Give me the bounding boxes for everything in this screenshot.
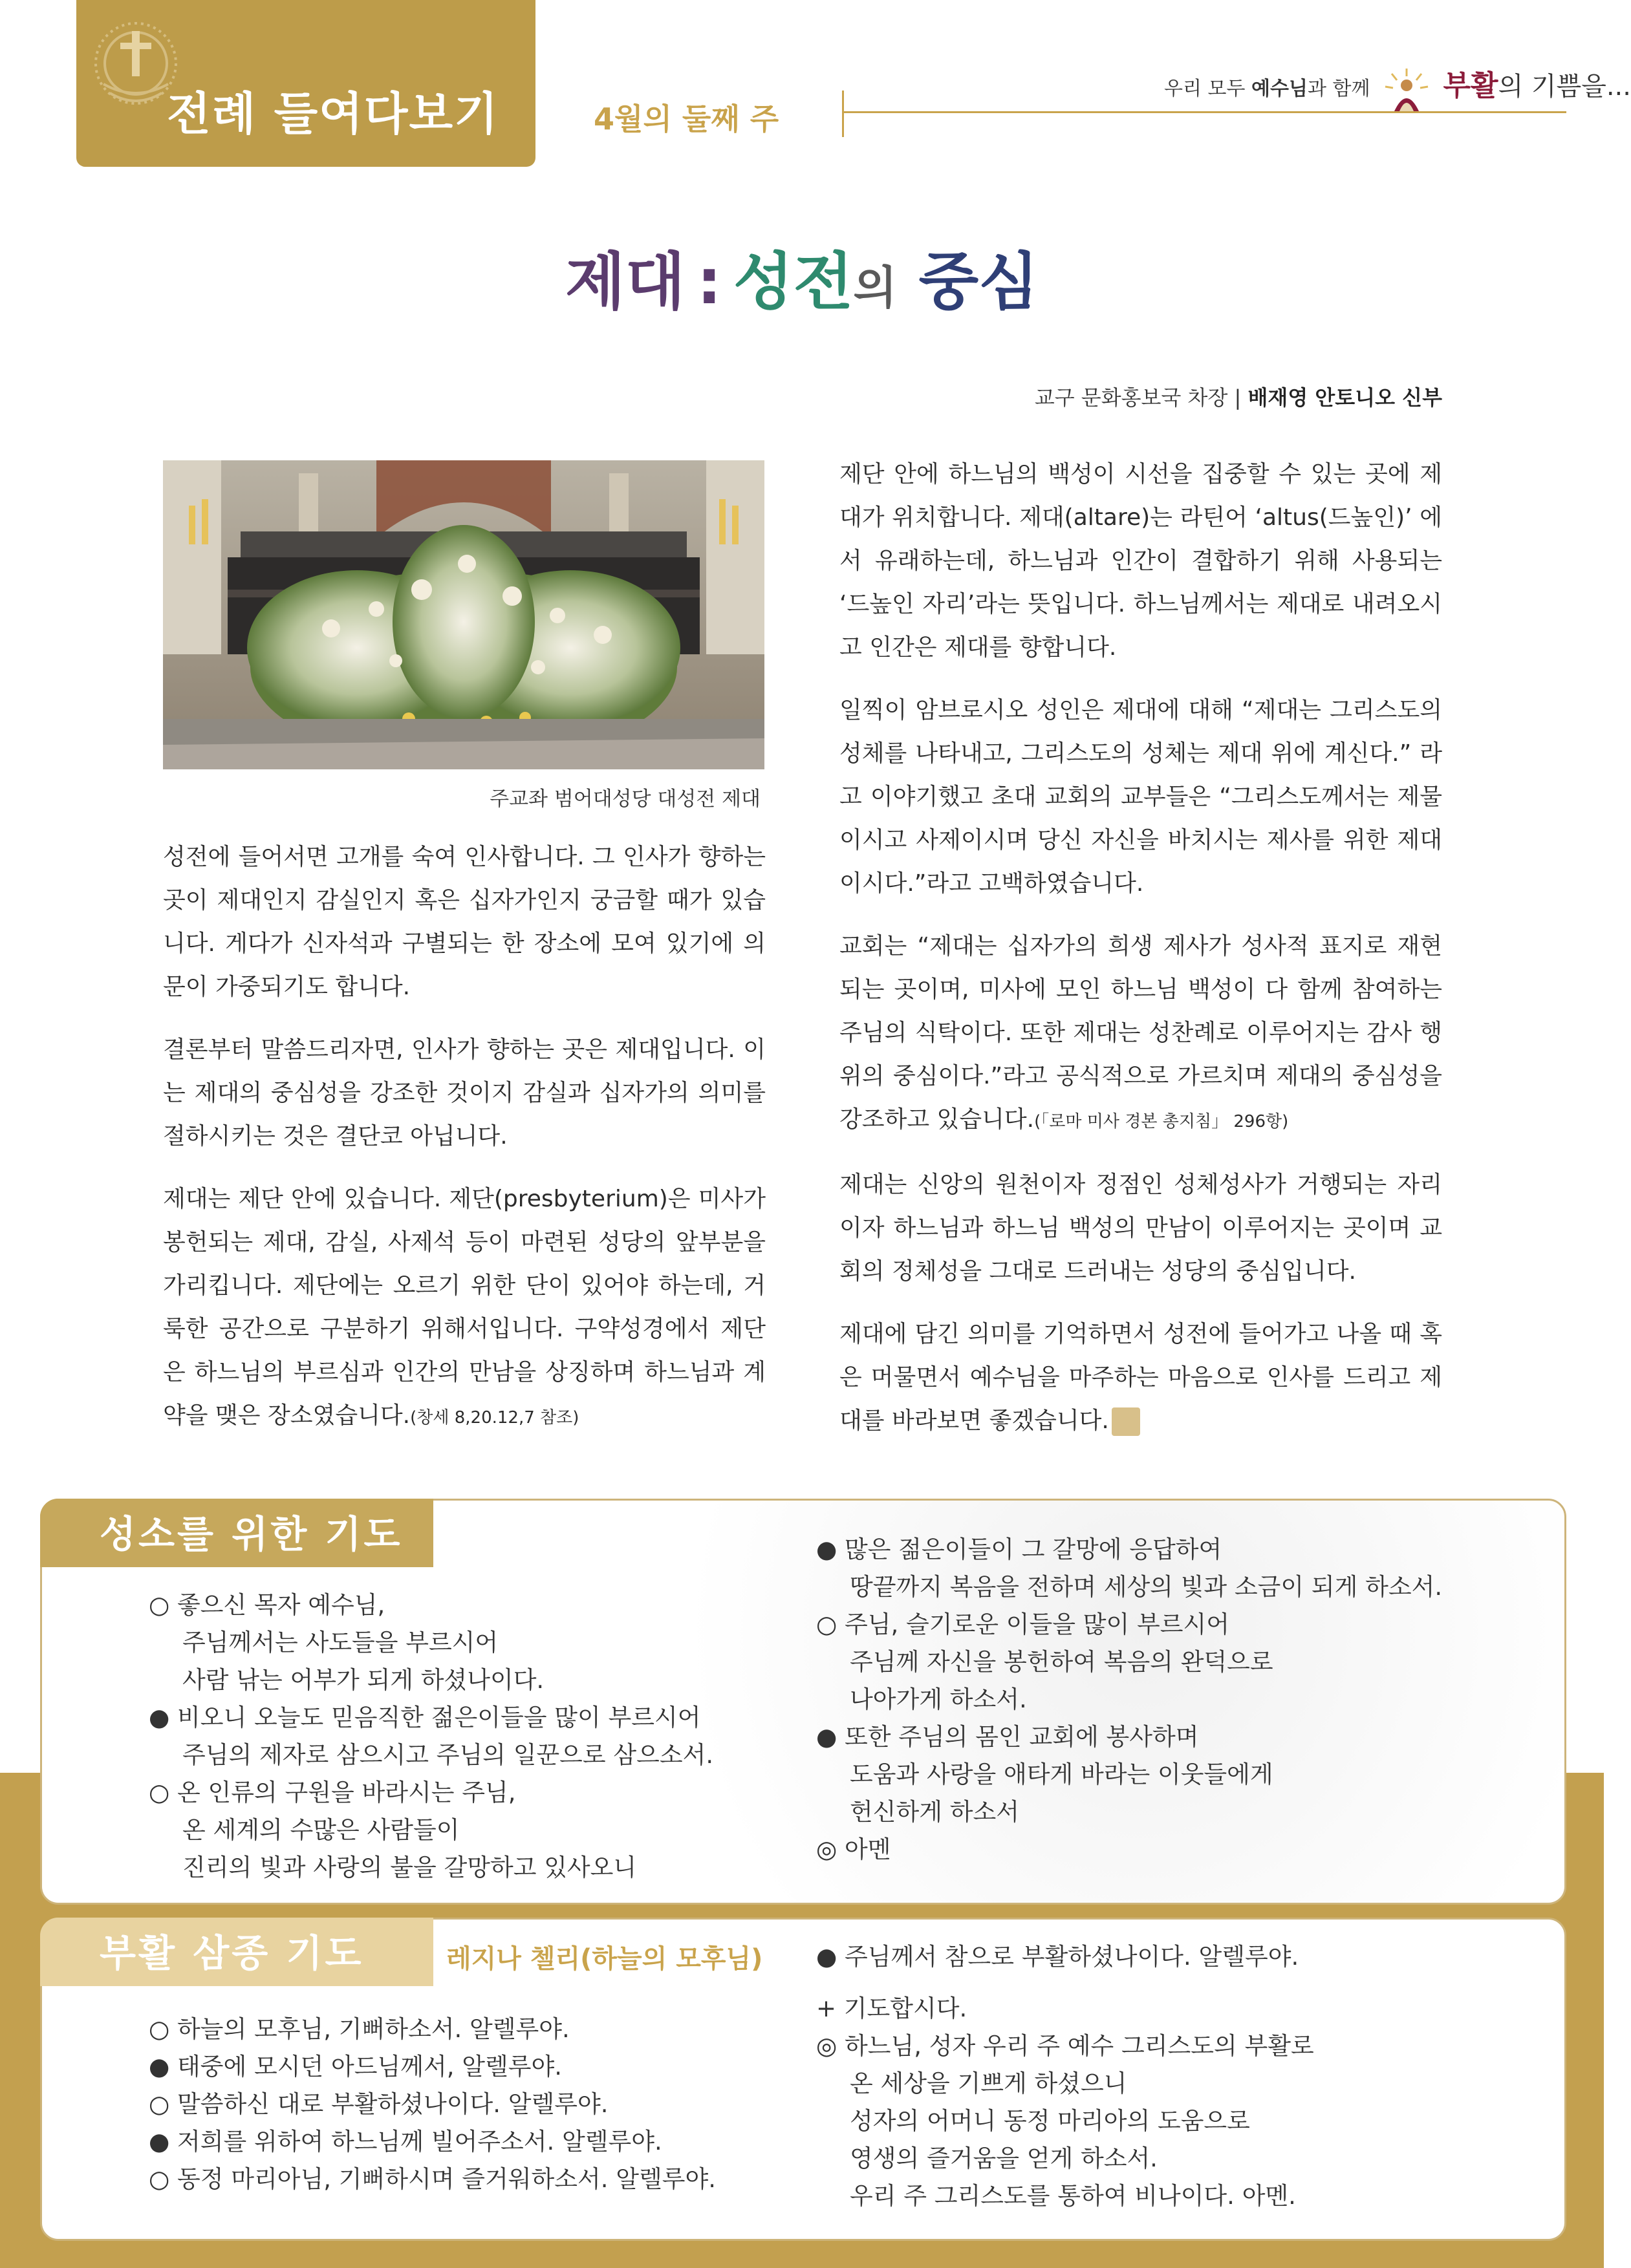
prayer-line: 우리 주 그리스도를 통하여 비나이다. 아멘.	[850, 2182, 1296, 2210]
article-paragraph	[163, 1177, 766, 1440]
prayer-line: 주님의 제자로 삼으시고 주님의 일꾼으로 삼으소서.	[182, 1741, 714, 1769]
prayer-line: 진리의 빛과 사랑의 불을 갈망하고 있사오니	[182, 1854, 637, 1881]
spacer	[816, 1976, 1314, 1990]
article-paragraph	[839, 1312, 1442, 1442]
byline-name: 배재영 안토니오 신부	[1248, 385, 1442, 410]
article-paragraph-text: 제대에 담긴 의미를 기억하면서 성전에 들어가고 나올 때 혹은 머물면서 예수님을 마주하는 마음으로 인사를 드리고 제대를 바라보면 좋겠습니다.	[839, 1321, 1442, 1434]
prayer-line: + 기도합시다.	[816, 1995, 967, 2022]
prayer-line: 도움과 사랑을 애타게 바라는 이웃들에게	[850, 1760, 1273, 1788]
title-separator: :	[697, 246, 722, 318]
article-right-column	[839, 453, 1442, 1462]
header-divider	[842, 91, 844, 137]
scripture-reference: (창세 8,20.12,7 참조)	[410, 1408, 579, 1428]
prayer-line: ● 저희를 위하여 하느님께 빌어주소서. 알렐루야.	[149, 2128, 662, 2156]
title-part4: 중심	[918, 246, 1039, 318]
title-part2: 성전	[733, 246, 854, 318]
prayer-line: ○ 동정 마리아님, 기뻐하시며 즐거워하소서. 알렐루야.	[149, 2165, 716, 2193]
prayer-line: 온 세계의 수많은 사람들이	[182, 1816, 460, 1844]
easter-prayer-left	[149, 2011, 716, 2198]
prayer-line: ○ 말씀하신 대로 부활하셨나이다. 알렐루야.	[149, 2090, 609, 2118]
slogan-jesus: 예수님	[1251, 78, 1308, 100]
prayer-line: ◎ 아멘	[816, 1835, 891, 1863]
altar-photo	[163, 460, 764, 769]
easter-prayer-subtitle: 레지나 첼리(하늘의 모후님)	[446, 1944, 763, 1974]
article-paragraph-text: 교회는 “제대는 십자가의 희생 제사가 성사적 표지로 재현되는 곳이며, 미사에 모인 하느님 백성이 다 함께 참여하는 주님의 식탁이다. 또한 제대는 성찬례로 이루어지는 감사 행위의 중심이다.”라고 공식적으로 가르치며 제대의 중심성을 강조하고 있습니다.	[839, 933, 1442, 1133]
article-paragraph: 일찍이 암브로시오 성인은 제대에 대해 “제대는 그리스도의 성체를 나타내고, 그리스도의 성체는 제대 위에 계신다.” 라고 이야기했고 초대 교회의 교부들은 “그리스도께서는 제물이시고 사제이시며 당신 자신을 바치시는 제사를 위한 제대이시다.”라고 고백하였습니다.	[839, 697, 1442, 897]
vocation-prayer-right	[816, 1531, 1442, 1868]
slogan-with: 과 함께	[1307, 78, 1370, 100]
section-tag-label: 전례 들여다보기	[167, 87, 499, 140]
prayer-line: 헌신하게 하소서	[850, 1798, 1019, 1826]
prayer-line: ◎ 하느님, 성자 우리 주 예수 그리스도의 부활로	[816, 2032, 1314, 2060]
easter-prayer-right	[816, 1938, 1314, 2215]
prayer-line: 주님께서는 사도들을 부르시어	[182, 1629, 499, 1656]
easter-prayer-title: 부활 삼종 기도	[40, 1918, 433, 1986]
vocation-prayer-left	[149, 1587, 713, 1887]
slogan-pre: 우리 모두	[1164, 78, 1246, 100]
prayer-line: 나아가게 하소서.	[850, 1685, 1027, 1713]
article-paragraph-text: 제대는 제단 안에 있습니다. 제단(presbyterium)은 미사가 봉헌되는 제대, 감실, 사제석 등이 마련된 성당의 앞부분을 가리킵니다. 제단에는 오르기 위한 단이 있어야 하는데, 거룩한 공간으로 구분하기 위해서입니다. 구약성경에서 제단은 하느님의 부르심과 인간의 만남을 상징하며 하느님과 계약을 맺은 장소였습니다.	[163, 1186, 766, 1429]
week-label: 4월의 둘째 주	[594, 102, 779, 136]
prayer-line: 성자의 어머니 동정 마리아의 도움으로	[850, 2107, 1250, 2135]
article-paragraph: 제단 안에 하느님의 백성이 시선을 집중할 수 있는 곳에 제대가 위치합니다. 제대(altare)는 라틴어 ‘altus(드높인)’ 에서 유래하는데, 하느님과 인간이 결합하기 위해 사용되는 ‘드높인 자리’라는 뜻입니다. 하느님께서는 제대로 내려오시고 인간은 제대를 향합니다.	[839, 461, 1442, 661]
prayer-line: 영생의 즐거움을 얻게 하소서.	[850, 2145, 1158, 2172]
prayer-line: ○ 온 인류의 구원을 바라시는 주님,	[149, 1779, 516, 1806]
article-paragraph	[839, 925, 1442, 1144]
missal-reference: (「로마 미사 경본 총지침」 296항)	[1034, 1112, 1289, 1131]
article-left-column	[163, 835, 766, 1459]
prayer-line: ● 태중에 모시던 아드님께서, 알렐루야.	[149, 2053, 562, 2081]
prayer-line: 땅끝까지 복음을 전하며 세상의 빛과 소금이 되게 하소서.	[850, 1573, 1443, 1601]
page-title	[0, 233, 1604, 321]
risen-christ-icon	[1383, 66, 1431, 114]
slogan-resurrection: 부활	[1443, 69, 1498, 102]
prayer-line: ○ 좋으신 목자 예수님,	[149, 1591, 385, 1619]
article-paragraph: 성전에 들어서면 고개를 숙여 인사합니다. 그 인사가 향하는 곳이 제대인지 감실인지 혹은 십자가인지 궁금할 때가 있습니다. 게다가 신자석과 구별되는 한 장소에 모여 있기에 의문이 가중되기도 합니다.	[163, 844, 766, 1000]
prayer-line: ○ 하늘의 모후님, 기뻐하소서. 알렐루야.	[149, 2015, 570, 2043]
photo-caption: 주교좌 범어대성당 대성전 제대	[490, 787, 761, 811]
slogan	[1164, 62, 1631, 114]
end-mark-icon	[1112, 1407, 1140, 1436]
byline	[1035, 381, 1442, 411]
article-paragraph: 제대는 신앙의 원천이자 정점인 성체성사가 거행되는 자리이자 하느님과 하느님 백성의 만남이 이루어지는 곳이며 교회의 정체성을 그대로 드러내는 성당의 중심입니다.	[839, 1171, 1442, 1285]
prayer-line: ● 많은 젊은이들이 그 갈망에 응답하여	[816, 1535, 1222, 1563]
prayer-line: ● 비오니 오늘도 믿음직한 젊은이들을 많이 부르시어	[149, 1704, 701, 1731]
vocation-prayer-title: 성소를 위한 기도	[40, 1499, 433, 1567]
altar-photo-illustration	[163, 460, 764, 769]
prayer-line: 온 세상을 기쁘게 하셨으니	[850, 2070, 1127, 2097]
prayer-line: ● 또한 주님의 몸인 교회에 봉사하며	[816, 1723, 1199, 1751]
prayer-line: 주님께 자신을 봉헌하여 복음의 완덕으로	[850, 1648, 1273, 1676]
prayer-line: 사람 낚는 어부가 되게 하셨나이다.	[182, 1666, 545, 1694]
title-part1: 제대	[565, 246, 686, 318]
prayer-line: ● 주님께서 참으로 부활하셨나이다. 알렐루야.	[816, 1943, 1299, 1971]
slogan-post: 의 기쁨을...	[1498, 72, 1631, 102]
article-paragraph: 결론부터 말씀드리자면, 인사가 향하는 곳은 제대입니다. 이는 제대의 중심성을 강조한 것이지 감실과 십자가의 의미를 절하시키는 것은 결단코 아닙니다.	[163, 1036, 766, 1150]
byline-role: 교구 문화홍보국 차장 |	[1034, 385, 1248, 410]
title-part3: 의	[853, 261, 898, 314]
prayer-line: ○ 주님, 슬기로운 이들을 많이 부르시어	[816, 1610, 1229, 1638]
